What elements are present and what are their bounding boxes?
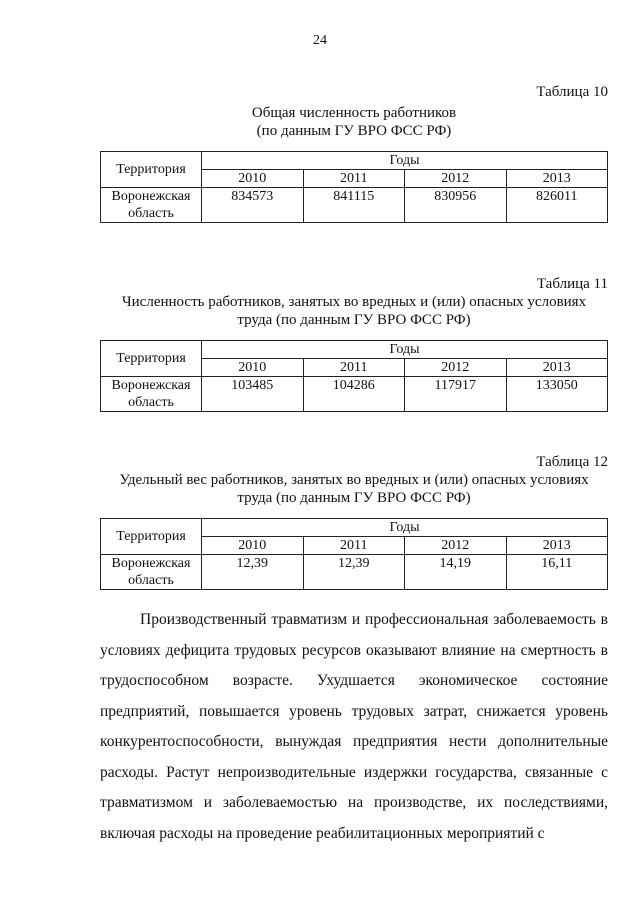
table-header-row xyxy=(101,519,608,537)
table-10-block xyxy=(100,83,608,223)
years-header: Годы xyxy=(202,152,608,170)
year-cell: 2010 xyxy=(202,537,304,555)
years-header: Годы xyxy=(202,519,608,537)
data-table xyxy=(100,151,608,223)
row-name-line-2: область xyxy=(128,206,174,221)
table-header-row xyxy=(101,152,608,170)
year-cell: 2011 xyxy=(303,359,405,377)
territory-header xyxy=(101,519,202,555)
table-title-line-1: Удельный вес работников, занятых во вредных и (или) опасных условиях xyxy=(119,472,589,488)
data-table xyxy=(100,518,608,590)
row-name-line-2: область xyxy=(128,573,174,588)
table-title xyxy=(100,104,608,140)
territory-header-label: Территория xyxy=(116,351,186,366)
table-title-line-2: (по данным ГУ ВРО ФСС РФ) xyxy=(256,123,452,139)
table-title xyxy=(100,293,608,329)
table-title-line-1: Общая численность работников xyxy=(251,105,457,121)
year-cell: 2011 xyxy=(303,170,405,188)
table-row xyxy=(101,377,608,412)
table-row xyxy=(101,555,608,590)
value-cell: 834573 xyxy=(202,188,304,223)
table-header-row xyxy=(101,341,608,359)
value-cell: 14,19 xyxy=(405,555,507,590)
years-header: Годы xyxy=(202,341,608,359)
table-11-block xyxy=(100,275,608,412)
table-title-line-1: Численность работников, занятых во вредных и (или) опасных условиях xyxy=(121,294,587,310)
row-name-cell xyxy=(101,188,202,223)
territory-header xyxy=(101,152,202,188)
table-label: Таблица 10 xyxy=(536,84,608,100)
territory-header-label: Территория xyxy=(116,529,186,544)
value-cell: 830956 xyxy=(405,188,507,223)
year-cell: 2013 xyxy=(506,359,608,377)
value-cell: 133050 xyxy=(506,377,608,412)
year-cell: 2013 xyxy=(506,170,608,188)
row-name-cell xyxy=(101,555,202,590)
year-cell: 2012 xyxy=(405,359,507,377)
year-cell: 2012 xyxy=(405,537,507,555)
year-cell: 2010 xyxy=(202,170,304,188)
table-label: Таблица 11 xyxy=(536,276,608,292)
value-cell: 16,11 xyxy=(506,555,608,590)
value-cell: 826011 xyxy=(506,188,608,223)
row-name-line-1: Воронежская xyxy=(111,189,191,204)
row-name-line-1: Воронежская xyxy=(111,556,191,571)
territory-header-label: Территория xyxy=(116,162,186,177)
value-cell: 12,39 xyxy=(303,555,405,590)
year-cell: 2013 xyxy=(506,537,608,555)
data-table xyxy=(100,340,608,412)
body-paragraph: Производственный травматизм и профессиональная заболеваемость в условиях дефицита трудовых ресурсов оказывают влияние на смертность в трудоспособном возрасте. Ухудшается экономическое состояние предприятий, повышается уровень трудовых затрат, снижается уровень конкурентоспособности, вынуждая предприятия нести дополнительные расходы. Растут непроизводительные издержки государства, связанные с травматизмом и заболеваемостью на производстве, их последствиями, включая расходы на проведение реабилитационных мероприятий с xyxy=(100,611,608,842)
year-cell: 2011 xyxy=(303,537,405,555)
value-cell: 103485 xyxy=(202,377,304,412)
value-cell: 104286 xyxy=(303,377,405,412)
value-cell: 12,39 xyxy=(202,555,304,590)
value-cell: 841115 xyxy=(303,188,405,223)
table-title-line-2: труда (по данным ГУ ВРО ФСС РФ) xyxy=(237,490,471,506)
table-row xyxy=(101,188,608,223)
row-name-line-1: Воронежская xyxy=(111,378,191,393)
value-cell: 117917 xyxy=(405,377,507,412)
table-12-block xyxy=(100,453,608,590)
territory-header xyxy=(101,341,202,377)
page-number: 24 xyxy=(313,33,327,48)
table-title xyxy=(100,471,608,507)
row-name-line-2: область xyxy=(128,395,174,410)
table-label: Таблица 12 xyxy=(536,454,608,470)
year-cell: 2010 xyxy=(202,359,304,377)
row-name-cell xyxy=(101,377,202,412)
table-title-line-2: труда (по данным ГУ ВРО ФСС РФ) xyxy=(237,312,471,328)
year-cell: 2012 xyxy=(405,170,507,188)
